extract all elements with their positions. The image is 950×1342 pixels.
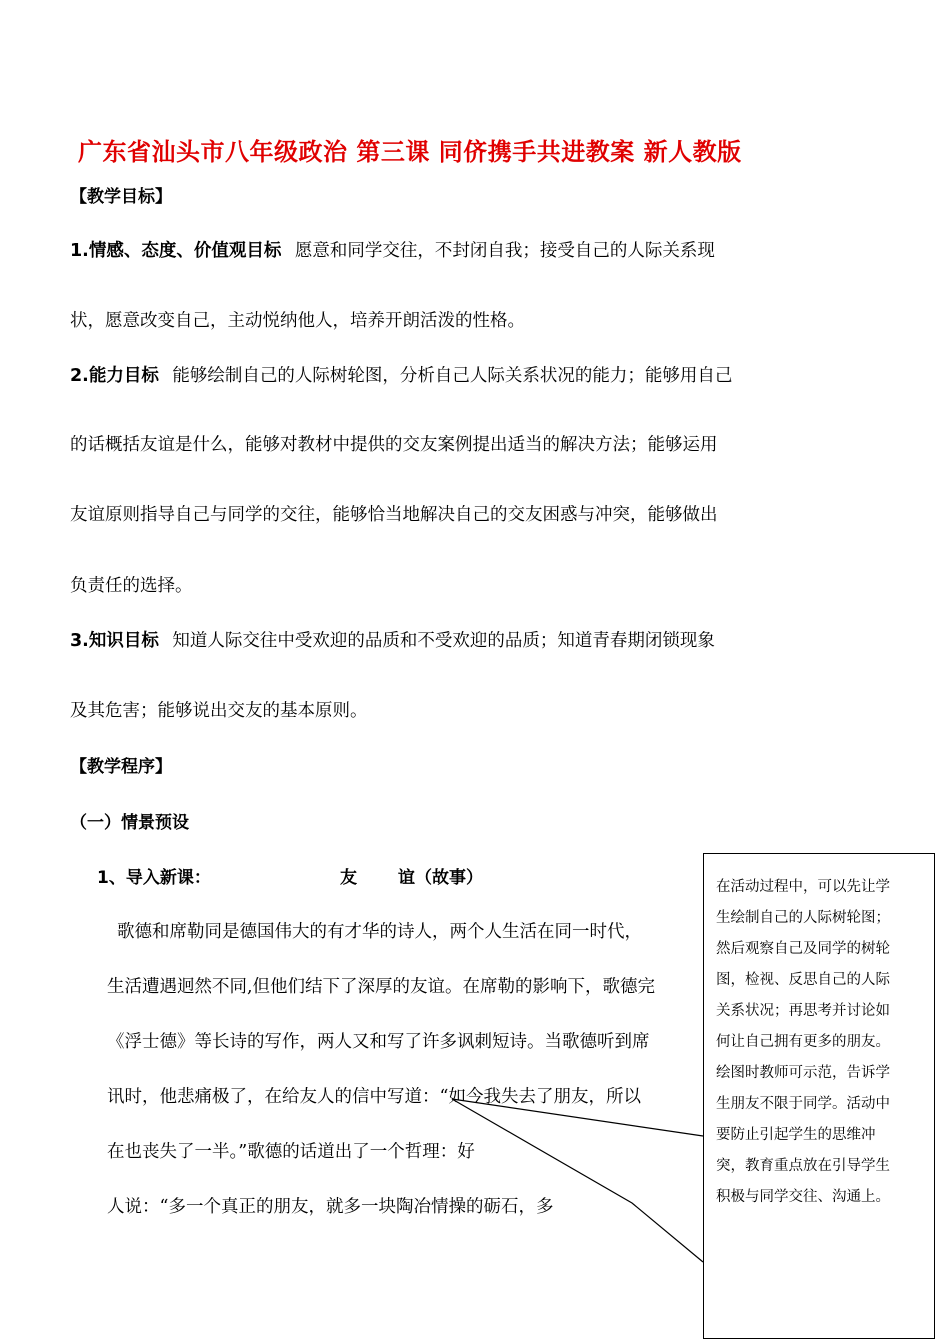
note-line: 生绘制自己的人际树轮图；	[716, 910, 890, 926]
story-line-4: 讯时，他悲痛极了，在给友人的信中写道：“如今我失去了朋友，所以	[107, 1087, 641, 1107]
intro-label: 1、导入新课：	[97, 868, 211, 888]
story-line-6: 人说：“多一个真正的朋友，就多一块陶冶情操的砺石，多	[107, 1197, 554, 1217]
objective-3-line-1: 3.知识目标 知道人际交往中受欢迎的品质和不受欢迎的品质；知道青春期闭锁现象	[70, 631, 715, 651]
story-line-5: 在也丧失了一半。”歌德的话道出了一个哲理：好	[107, 1142, 475, 1162]
note-line: 突，教育重点放在引导学生	[716, 1158, 890, 1174]
note-line: 何让自己拥有更多的朋友。	[716, 1034, 890, 1050]
note-line: 积极与同学交往、沟通上。	[716, 1189, 890, 1205]
note-line: 绘图时教师可示范，告诉学	[716, 1065, 890, 1081]
objective-2-label: 2.能力目标	[70, 366, 159, 386]
note-line: 要防止引起学生的思维冲	[716, 1127, 876, 1143]
objective-1-label: 1.情感、态度、价值观目标	[70, 241, 282, 261]
teacher-note-box	[703, 853, 935, 1339]
objective-2-line-1: 2.能力目标 能够绘制自己的人际树轮图，分析自己人际关系状况的能力；能够用自己	[70, 366, 733, 386]
objectives-heading: 【教学目标】	[70, 187, 172, 207]
objective-1-line-1: 1.情感、态度、价值观目标 愿意和同学交往，不封闭自我；接受自己的人际关系现	[70, 241, 715, 261]
objective-1-line-2: 状，愿意改变自己，主动悦纳他人，培养开朗活泼的性格。	[70, 311, 525, 331]
story-title-rest: 谊（故事）	[398, 868, 483, 888]
objective-3-label: 3.知识目标	[70, 631, 159, 651]
procedure-heading: 【教学程序】	[70, 757, 172, 777]
story-line-3: 《浮士德》等长诗的写作，两人又和写了许多讽刺短诗。当歌德听到席	[107, 1032, 650, 1052]
note-line: 然后观察自己及同学的树轮	[716, 941, 890, 957]
objective-3-line-2: 及其危害；能够说出交友的基本原则。	[70, 701, 368, 721]
story-line-2: 生活遭遇迥然不同,但他们结下了深厚的友谊。在席勒的影响下，歌德完	[107, 977, 656, 997]
section-heading: （一）情景预设	[70, 813, 189, 833]
note-line: 关系状况；再思考并讨论如	[716, 1003, 890, 1019]
story-line-1: 歌德和席勒同是德国伟大的有才华的诗人，两个人生活在同一时代，	[117, 922, 642, 942]
objective-2-line-4: 负责任的选择。	[70, 576, 193, 596]
note-line: 图，检视、反思自己的人际	[716, 972, 890, 988]
objective-2-line-2: 的话概括友谊是什么，能够对教材中提供的交友案例提出适当的解决方法；能够运用	[70, 435, 718, 455]
note-line: 在活动过程中，可以先让学	[716, 879, 890, 895]
note-line: 生朋友不限于同学。活动中	[716, 1096, 890, 1112]
document-title: 广东省汕头市八年级政治 第三课 同侪携手共进教案 新人教版	[78, 138, 742, 166]
objective-2-line-3: 友谊原则指导自己与同学的交往，能够恰当地解决自己的交友困惑与冲突，能够做出	[70, 505, 718, 525]
story-title-char: 友	[340, 868, 357, 888]
